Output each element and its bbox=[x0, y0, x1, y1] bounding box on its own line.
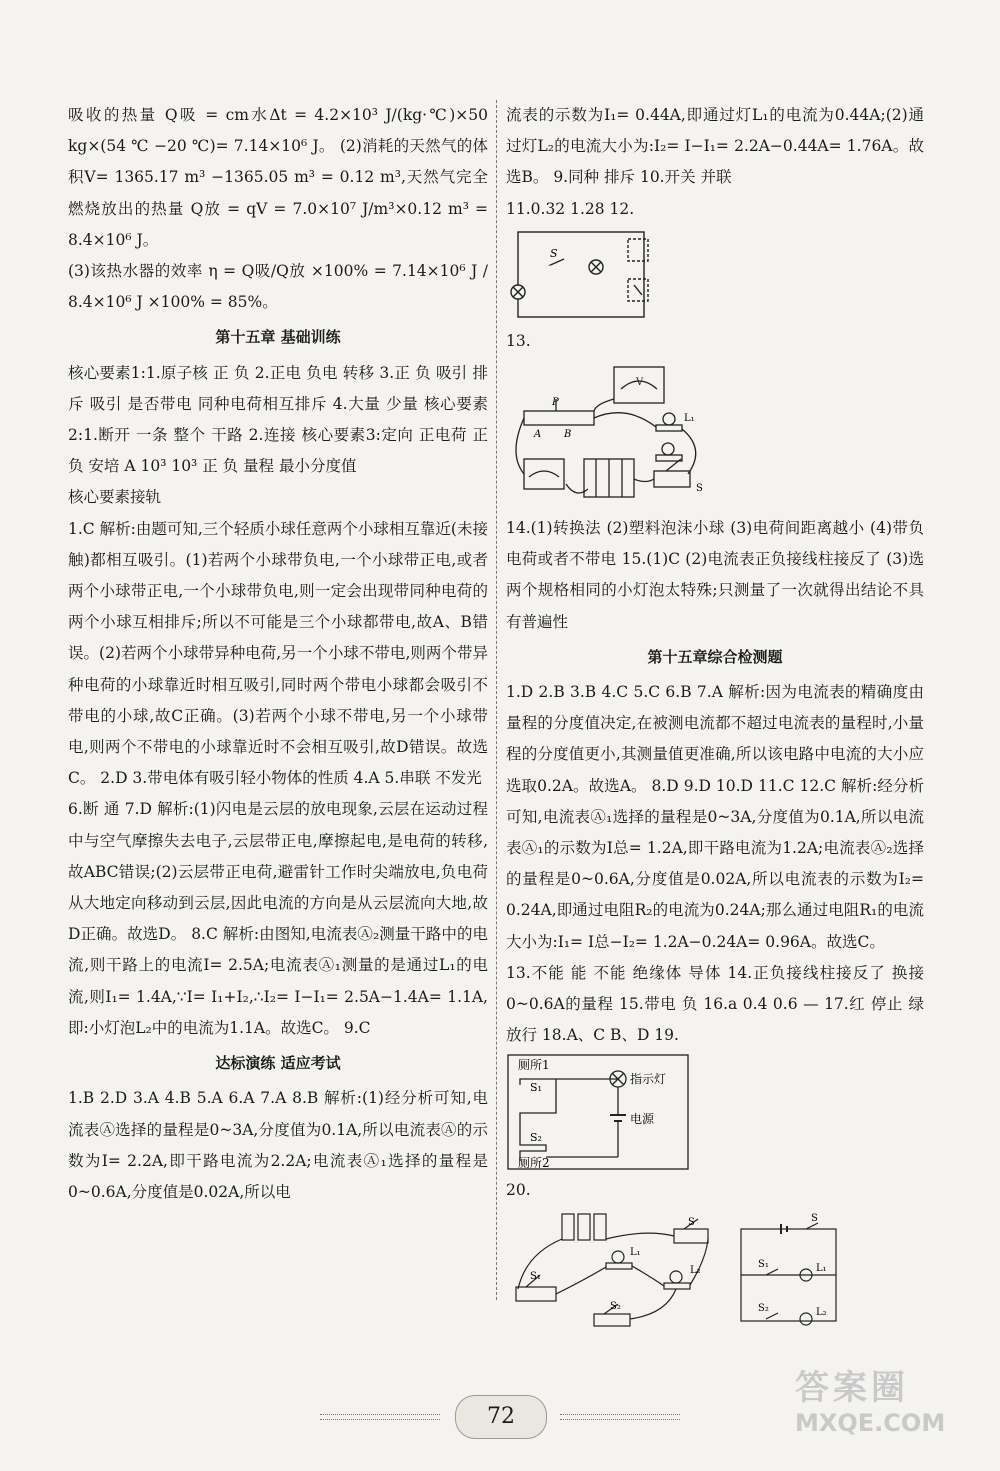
switch-s2-label: S₂ bbox=[530, 1131, 542, 1145]
answer-paragraph: 13.不能 能 不能 绝缘体 导体 14.正负接线柱接反了 换接0~0.6A的量程 15.带电 负 16.a 0.4 0.6 — 17.红 停止 绿 放行 18.A、C B、D 19. bbox=[506, 963, 924, 1045]
watermark-en: MXQE.COM bbox=[795, 1409, 946, 1437]
section-heading: 达标演练 适应考试 bbox=[215, 1054, 341, 1073]
restroom-2-label: 厕所2 bbox=[518, 1156, 550, 1171]
footer-ornament-left bbox=[320, 1414, 440, 1420]
voltmeter-label: V bbox=[636, 377, 644, 389]
section-heading: 第十五章综合检测题 bbox=[647, 647, 783, 666]
power-source-label: 电源 bbox=[630, 1112, 655, 1127]
schematic-L2: L₂ bbox=[816, 1306, 827, 1318]
right-column bbox=[506, 100, 924, 1338]
label-P: P bbox=[552, 397, 559, 409]
answer-paragraph: 13. bbox=[506, 331, 531, 350]
circuit-diagram-12 bbox=[506, 227, 656, 322]
switch-s1-label: S₁ bbox=[530, 1081, 542, 1095]
answer-paragraph: 核心要素1:1.原子核 正 负 2.正电 负电 转移 3.正 负 吸引 排斥 吸引 是否带电 同种电荷相互排斥 4.大量 少量 核心要素2:1.断开 一条 整个 干路 2.连接 核心要素3:定向 正电荷 正 负 安培 A 10³ 10³ 正 负 量程 最小分度值 bbox=[68, 363, 488, 476]
svg-text:S: S bbox=[550, 246, 558, 260]
answer-paragraph: 11.0.32 1.28 12. bbox=[506, 199, 635, 218]
indicator-lamp-label: 指示灯 bbox=[630, 1072, 667, 1087]
label-A: A bbox=[534, 429, 542, 441]
fig20-switch-S2: S₂ bbox=[610, 1300, 621, 1312]
label-L1: L₁ bbox=[684, 413, 695, 425]
label-S: S bbox=[696, 483, 703, 495]
column-divider bbox=[496, 100, 497, 1300]
schematic-L1: L₁ bbox=[816, 1262, 827, 1274]
restroom-1-label: 厕所1 bbox=[518, 1058, 550, 1073]
physical-circuit-13 bbox=[506, 359, 726, 509]
watermark-cn: 答案圈 bbox=[795, 1368, 909, 1408]
fig20-lamp-L1: L₁ bbox=[630, 1246, 641, 1258]
answer-paragraph: (3)该热水器的效率 η = Q吸/Q放 ×100% = 7.14×10⁶ J / 8.4×10⁶ J ×100% = 85%。 bbox=[68, 262, 488, 312]
answer-paragraph: 吸收的热量 Q吸 = cm水Δt = 4.2×10³ J/(kg·℃)×50 kg×(54 ℃ −20 ℃)= 7.14×10⁶ J。 (2)消耗的天然气的体积V= 1365.17 m³ −1365.05 m³ = 0.12 m³,天然气完全燃烧放出的热量 Q放 = qV = 7.0×10⁷ J/m³×0.12 m³ = 8.4×10⁶ J。 bbox=[68, 106, 488, 249]
fig20-switch-S: S bbox=[688, 1216, 695, 1228]
footer-ornament-right bbox=[560, 1414, 680, 1420]
fig20-lamp-L2: L₂ bbox=[690, 1264, 701, 1276]
schematic-S: S bbox=[811, 1212, 818, 1224]
answer-paragraph: 1.B 2.D 3.A 4.B 5.A 6.A 7.A 8.B 解析:(1)经分析可知,电流表Ⓐ选择的量程是0~3A,分度值为0.1A,所以电流表Ⓐ的示数为I= 2.2A,即干路电流为2.2A;电流表Ⓐ₁选择的量程是0~0.6A,分度值是0.02A,所以电 bbox=[68, 1089, 488, 1201]
schematic-S1: S₁ bbox=[758, 1258, 769, 1270]
answer-paragraph: 20. bbox=[506, 1181, 531, 1200]
answer-paragraph: 6.断 通 7.D 解析:(1)闪电是云层的放电现象,云层在运动过程中与空气摩擦失去电子,云层带正电,摩擦起电,是电荷的转移,故ABC错误;(2)云层带正电荷,避雷针工作时尖端放电,负电荷从大地定向移动到云层,因此电流的方向是从云层流向大地,故D正确。故选D。 8.C 解析:由图知,电流表Ⓐ₂测量干路中的电流,则干路上的电流I= 2.5A;电流表Ⓐ₁测量的是通过L₁的电流,则I₁= 1.4A,∵I= I₁+I₂,∴I₂= I−I₁= 2.5A−1.4A= 1.1A,即:小灯泡L₂中的电流为1.1A。故选C。 9.C bbox=[68, 800, 488, 1037]
left-column bbox=[68, 100, 488, 1208]
circuit-diagram-20 bbox=[506, 1209, 846, 1334]
answer-paragraph: 核心要素接轨 bbox=[68, 488, 162, 507]
schematic-S2: S₂ bbox=[758, 1302, 769, 1314]
answer-paragraph: 1.D 2.B 3.B 4.C 5.C 6.B 7.A 解析:因为电流表的精确度由量程的分度值决定,在被测电流都不超过电流表的量程时,小量程的分度值更小,其测量值更准确,所以该电路中电流的大小应选取0.2A。故选A。 8.D 9.D 10.D 11.C 12.C 解析:经分析可知,电流表Ⓐ₁选择的量程是0~3A,分度值为0.1A,所以电流表Ⓐ₁的示数为I总= 1.2A,即干路电流为1.2A;电流表Ⓐ₂选择的量程是0~0.6A,分度值是0.02A,所以电流表的示数为I₂= 0.24A,即通过电阻R₂的电流为0.24A;那么通过电阻R₁的电流大小为:I₁= I总−I₂= 1.2A−0.24A= 0.96A。故选C。 bbox=[506, 683, 924, 951]
answer-paragraph: 14.(1)转换法 (2)塑料泡沫小球 (3)电荷间距离越小 (4)带负电荷或者不带电 15.(1)C (2)电流表正负接线柱接反了 (3)选两个规格相同的小灯泡太特殊;只测量了一次就得出结论不具有普遍性 bbox=[506, 519, 924, 631]
section-heading: 第十五章 基础训练 bbox=[215, 328, 341, 347]
watermark-logo bbox=[795, 1360, 975, 1455]
label-B: B bbox=[564, 429, 572, 441]
circuit-diagram-19 bbox=[506, 1053, 691, 1171]
fig20-switch-S1: S₁ bbox=[530, 1270, 541, 1282]
page-number: 72 bbox=[455, 1395, 547, 1439]
answer-paragraph: 1.C 解析:由题可知,三个轻质小球任意两个小球相互靠近(未接触)都相互吸引。(1)若两个小球带负电,一个小球带正电,或者两个小球带正电,一个小球带负电,则一定会出现带同种电荷的两个小球互相排斥;所以不可能是三个小球都带电,故A、B错误。(2)若两个小球带异种电荷,另一个小球不带电,则两个带异种电荷的小球靠近时相互吸引,同时两个带电小球都会吸引不带电的小球,故C正确。(3)若两个小球不带电,另一个小球带电,则两个不带电的小球靠近时不会相互吸引,故D错误。故选C。 2.D 3.带电体有吸引轻小物体的性质 4.A 5.串联 不发光 bbox=[68, 519, 488, 788]
answer-paragraph: 流表的示数为I₁= 0.44A,即通过灯L₁的电流为0.44A;(2)通过灯L₂的电流大小为:I₂= I−I₁= 2.2A−0.44A= 1.76A。故选B。 9.同种 排斥 10.开关 并联 bbox=[506, 106, 924, 187]
